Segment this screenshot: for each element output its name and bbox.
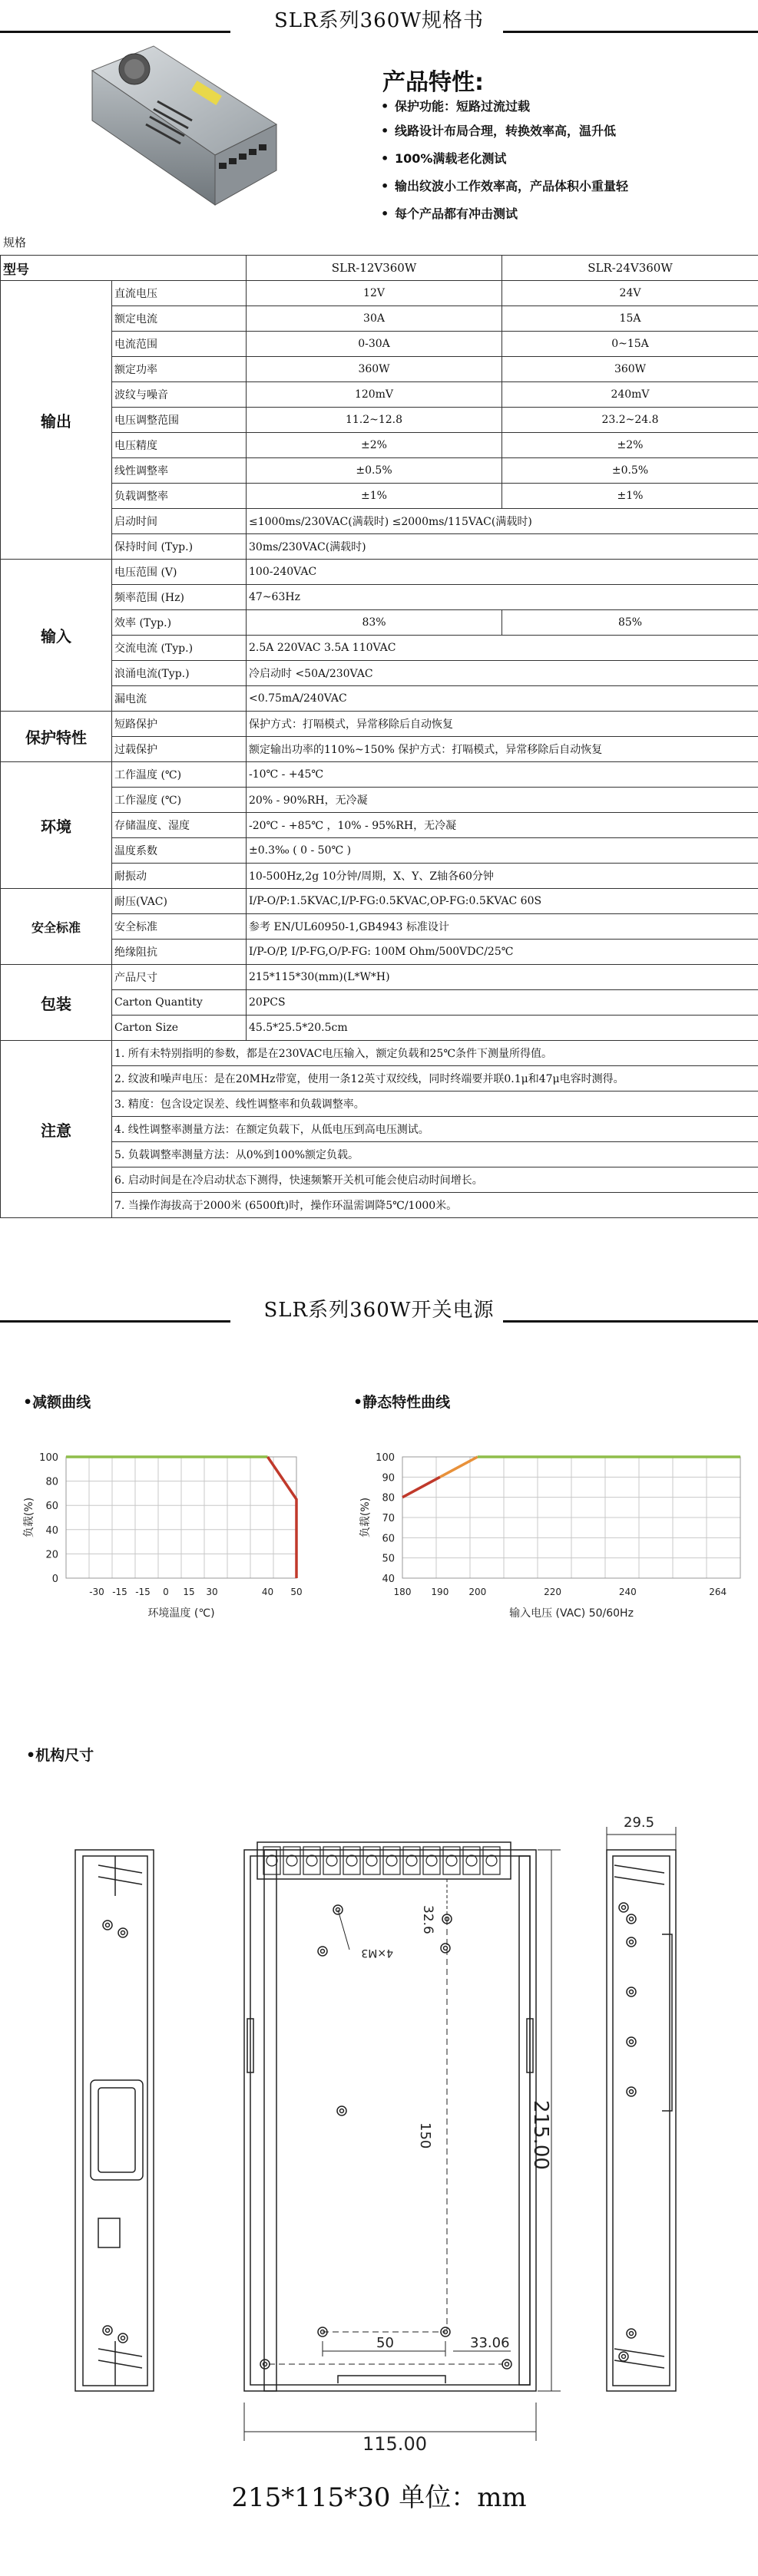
param-name: 耐振动 xyxy=(112,864,247,889)
model-2: SLR-24V360W xyxy=(502,256,758,281)
table-row xyxy=(1,1167,758,1193)
value-span: 额定输出功率的110%~150% 保护方式：打嗝模式，异常移除后自动恢复 xyxy=(247,737,758,762)
y-tick-label: 70 xyxy=(382,1513,395,1524)
note-item: 6. 启动时间是在冷启动状态下测得，快速频繁开关机可能会使启动时间增长。 xyxy=(112,1167,758,1193)
x-tick-label: -15 xyxy=(135,1587,151,1597)
spec-label: 规格 xyxy=(3,236,27,249)
table-row xyxy=(1,1117,758,1142)
table-row xyxy=(1,484,758,509)
x-tick-label: 200 xyxy=(468,1587,487,1597)
table-row xyxy=(1,1041,758,1066)
category-packaging: 包装 xyxy=(1,965,112,1041)
x-tick-label: 15 xyxy=(183,1587,195,1597)
table-row xyxy=(1,1193,758,1218)
value-span: 保护方式：打嗝模式，异常移除后自动恢复 xyxy=(247,712,758,737)
x-tick-label: 264 xyxy=(709,1587,727,1597)
feature-text: 100%满载老化测试 xyxy=(395,151,507,166)
derating-chart xyxy=(0,1435,346,1643)
param-name: 保持时间 (Typ.) xyxy=(112,534,247,560)
param-name: 电流范围 xyxy=(112,332,247,357)
dim-label: 115.00 xyxy=(362,2433,427,2455)
param-name: 工作湿度 (℃) xyxy=(112,788,247,813)
dim-label: 50 xyxy=(376,2335,394,2351)
value-2: 24V xyxy=(502,281,758,306)
y-axis-label: 负载(%) xyxy=(359,1497,372,1538)
value-1: ±1% xyxy=(247,484,502,509)
y-tick-label: 90 xyxy=(382,1472,395,1485)
y-tick-label: 40 xyxy=(45,1524,58,1537)
table-row xyxy=(1,408,758,433)
screw-label: 4×M3 xyxy=(361,1947,393,1959)
x-tick-label: -15 xyxy=(112,1587,127,1597)
param-name: 直流电压 xyxy=(112,281,247,306)
value-span: 冷启动时 <50A/230VAC xyxy=(247,661,758,686)
product-photo xyxy=(77,40,284,216)
param-name: 浪涌电流(Typ.) xyxy=(112,661,247,686)
param-name: 电压调整范围 xyxy=(112,408,247,433)
features-title: 产品特性: xyxy=(382,69,484,96)
y-axis-label: 负载(%) xyxy=(23,1497,35,1538)
product-title: SLR系列360W开关电源 xyxy=(263,1299,495,1322)
y-tick-label: 80 xyxy=(45,1476,58,1488)
note-item: 5. 负载调整率测量方法：从0%到100%额定负载。 xyxy=(112,1142,758,1167)
value-span: ±0.3‰ ( 0 - 50℃ ) xyxy=(247,838,758,864)
value-2: 23.2~24.8 xyxy=(502,408,758,433)
param-name: 效率 (Typ.) xyxy=(112,610,247,636)
note-item: 3. 精度：包含设定误差、线性调整率和负载调整率。 xyxy=(112,1091,758,1117)
mechanical-drawing xyxy=(0,1788,758,2464)
model-1: SLR-12V360W xyxy=(247,256,502,281)
table-row xyxy=(1,889,758,914)
param-name: 温度系数 xyxy=(112,838,247,864)
value-2: 240mV xyxy=(502,382,758,408)
param-name: 短路保护 xyxy=(112,712,247,737)
category-protection: 保护特性 xyxy=(1,712,112,762)
table-row xyxy=(1,458,758,484)
value-2: ±0.5% xyxy=(502,458,758,484)
param-name: 交流电流 (Typ.) xyxy=(112,636,247,661)
x-tick-label: 40 xyxy=(261,1587,274,1597)
table-row xyxy=(1,788,758,813)
table-row xyxy=(1,838,758,864)
feature-text: 输出纹波小工作效率高，产品体积小重量轻 xyxy=(395,179,629,193)
feature-text: 保护功能：短路过流过载 xyxy=(395,99,531,114)
category-output: 输出 xyxy=(1,281,112,560)
param-name: 频率范围 (Hz) xyxy=(112,585,247,610)
header-rule-right xyxy=(503,31,758,33)
dim-label: 215.00 xyxy=(529,2100,552,2170)
feature-item: • 输出纹波小工作效率高，产品体积小重量轻 xyxy=(381,179,629,193)
y-tick-label: 60 xyxy=(382,1533,395,1545)
feature-text: 线路设计布局合理，转换效率高，温升低 xyxy=(395,124,617,138)
feature-item: • 每个产品都有冲击测试 xyxy=(381,206,518,221)
value-1: ±2% xyxy=(247,433,502,458)
feature-item: • 保护功能：短路过流过载 xyxy=(381,99,531,114)
x-tick-label: 0 xyxy=(163,1587,169,1597)
param-name: 波纹与噪音 xyxy=(112,382,247,408)
x-tick-label: 220 xyxy=(544,1587,562,1597)
table-row xyxy=(1,762,758,788)
table-row xyxy=(1,636,758,661)
value-1: ±0.5% xyxy=(247,458,502,484)
y-tick-label: 100 xyxy=(39,1452,58,1464)
value-span: 10-500Hz,2g 10分钟/周期，X、Y、Z轴各60分钟 xyxy=(247,864,758,889)
table-row xyxy=(1,560,758,585)
value-2: ±2% xyxy=(502,433,758,458)
value-1: 120mV xyxy=(247,382,502,408)
x-tick-label: 190 xyxy=(431,1587,449,1597)
value-span: -10℃ - +45℃ xyxy=(247,762,758,788)
category-input: 输入 xyxy=(1,560,112,712)
value-2: 15A xyxy=(502,306,758,332)
x-axis-label: 环境温度 (℃) xyxy=(147,1607,215,1620)
table-row xyxy=(1,1142,758,1167)
param-name: 工作温度 (℃) xyxy=(112,762,247,788)
y-tick-label: 100 xyxy=(376,1452,395,1464)
table-row xyxy=(1,534,758,560)
table-row xyxy=(1,433,758,458)
table-row xyxy=(1,712,758,737)
static-title: •静态特性曲线 xyxy=(353,1394,451,1411)
top-view xyxy=(244,1842,536,2391)
y-tick-label: 40 xyxy=(382,1574,395,1585)
table-row xyxy=(1,914,758,940)
value-span: 100-240VAC xyxy=(247,560,758,585)
param-name: 启动时间 xyxy=(112,509,247,534)
y-tick-label: 50 xyxy=(382,1553,395,1565)
table-row xyxy=(1,332,758,357)
value-span: ≤1000ms/230VAC(满载时) ≤2000ms/115VAC(满载时) xyxy=(247,509,758,534)
value-2: 0~15A xyxy=(502,332,758,357)
x-tick-label: 180 xyxy=(393,1587,412,1597)
feature-text: 每个产品都有冲击测试 xyxy=(395,206,518,221)
x-tick-label: -30 xyxy=(89,1587,104,1597)
header-spec xyxy=(0,0,758,34)
category-safety: 安全标准 xyxy=(1,889,112,965)
feature-item: • 线路设计布局合理，转换效率高，温升低 xyxy=(381,124,617,138)
dimension-lines xyxy=(244,1827,676,2441)
value-1: 12V xyxy=(247,281,502,306)
x-tick-label: 240 xyxy=(618,1587,637,1597)
dim-label: 33.06 xyxy=(470,2335,510,2351)
param-name: 负载调整率 xyxy=(112,484,247,509)
param-name: 额定电流 xyxy=(112,306,247,332)
note-item: 1. 所有未特别指明的参数，都是在230VAC电压输入，额定负载和25℃条件下测量所得值。 xyxy=(112,1041,758,1066)
dim-label: 29.5 xyxy=(624,1815,655,1831)
mech-title: •机构尺寸 xyxy=(26,1747,94,1764)
value-2: 85% xyxy=(502,610,758,636)
y-tick-label: 0 xyxy=(51,1574,58,1585)
param-name: 安全标准 xyxy=(112,914,247,940)
category-environment: 环境 xyxy=(1,762,112,889)
dim-label: 150 xyxy=(417,2122,433,2149)
header-product xyxy=(0,1290,758,1323)
series-line xyxy=(268,1457,297,1578)
y-tick-label: 20 xyxy=(45,1549,58,1561)
table-row xyxy=(1,1066,758,1091)
param-name: 耐压(VAC) xyxy=(112,889,247,914)
table-row xyxy=(1,940,758,965)
y-tick-label: 60 xyxy=(45,1501,58,1513)
value-1: 83% xyxy=(247,610,502,636)
table-row xyxy=(1,585,758,610)
note-item: 4. 线性调整率测量方法：在额定负载下，从低电压到高电压测试。 xyxy=(112,1117,758,1142)
table-row xyxy=(1,610,758,636)
table-row xyxy=(1,813,758,838)
x-tick-label: 30 xyxy=(206,1587,218,1597)
value-span: -20℃ - +85℃ ，10% - 95%RH，无冷凝 xyxy=(247,813,758,838)
param-name: 电压范围 (V) xyxy=(112,560,247,585)
spec-title: SLR系列360W规格书 xyxy=(273,9,484,32)
value-2: 360W xyxy=(502,357,758,382)
table-row xyxy=(1,306,758,332)
value-span: 2.5A 220VAC 3.5A 110VAC xyxy=(247,636,758,661)
value-1: 30A xyxy=(247,306,502,332)
table-row xyxy=(1,737,758,762)
value-span: 47~63Hz xyxy=(247,585,758,610)
param-name: 产品尺寸 xyxy=(112,965,247,990)
param-name: 绝缘阻抗 xyxy=(112,940,247,965)
value-1: 0-30A xyxy=(247,332,502,357)
value-2: ±1% xyxy=(502,484,758,509)
y-tick-label: 80 xyxy=(382,1492,395,1504)
param-name: 额定功率 xyxy=(112,357,247,382)
value-span: I/P-O/P:1.5KVAC,I/P-FG:0.5KVAC,OP-FG:0.5KVAC 60S xyxy=(247,889,758,914)
value-1: 360W xyxy=(247,357,502,382)
table-row xyxy=(1,1091,758,1117)
note-item: 7. 当操作海拔高于2000米 (6500ft)时，操作环温需调降5℃/1000米。 xyxy=(112,1193,758,1218)
header-rule-left xyxy=(0,31,230,33)
value-span: 20% - 90%RH，无冷凝 xyxy=(247,788,758,813)
param-name: 漏电流 xyxy=(112,686,247,712)
table-row xyxy=(1,281,758,306)
param-name: 存储温度、湿度 xyxy=(112,813,247,838)
value-span: I/P-O/P, I/P-FG,O/P-FG: 100M Ohm/500VDC/25℃ xyxy=(247,940,758,965)
model-label: 型号 xyxy=(1,256,247,281)
param-name: 电压精度 xyxy=(112,433,247,458)
table-row xyxy=(1,661,758,686)
x-axis-label: 输入电压 (VAC) 50/60Hz xyxy=(509,1607,634,1620)
value-span: <0.75mA/240VAC xyxy=(247,686,758,712)
table-row xyxy=(1,864,758,889)
value-span: 215*115*30(mm)(L*W*H) xyxy=(247,965,758,990)
dimension-labels xyxy=(361,1815,654,2455)
category-notes: 注意 xyxy=(1,1041,112,1218)
table-row xyxy=(1,256,758,281)
table-row xyxy=(1,686,758,712)
left-side-view xyxy=(75,1850,154,2391)
x-tick-label: 50 xyxy=(290,1587,303,1597)
right-side-view xyxy=(607,1850,676,2391)
spec-table xyxy=(0,255,758,1218)
derating-title: •减额曲线 xyxy=(23,1394,91,1411)
series-line xyxy=(402,1477,440,1497)
value-span: 45.5*25.5*20.5cm xyxy=(247,1016,758,1041)
note-item: 2. 纹波和噪声电压：是在20MHz带宽，使用一条12英寸双绞线，同时终端要并联0.1μ和47μ电容时测得。 xyxy=(112,1066,758,1091)
value-span: 20PCS xyxy=(247,990,758,1016)
param-name: 线性调整率 xyxy=(112,458,247,484)
series-line xyxy=(440,1457,478,1477)
static-chart xyxy=(338,1435,756,1643)
value-1: 11.2~12.8 xyxy=(247,408,502,433)
value-span: 参考 EN/UL60950-1,GB4943 标准设计 xyxy=(247,914,758,940)
table-row xyxy=(1,1016,758,1041)
table-row xyxy=(1,990,758,1016)
param-name: Carton Size xyxy=(112,1016,247,1041)
table-row xyxy=(1,509,758,534)
table-row xyxy=(1,382,758,408)
param-name: Carton Quantity xyxy=(112,990,247,1016)
feature-item: • 100%满载老化测试 xyxy=(381,151,507,166)
dimension-note: 215*115*30 单位：mm xyxy=(231,2482,527,2513)
header-rule-right xyxy=(503,1320,758,1323)
table-row xyxy=(1,965,758,990)
header-rule-left xyxy=(0,1320,230,1323)
value-span: 30ms/230VAC(满载时) xyxy=(247,534,758,560)
param-name: 过载保护 xyxy=(112,737,247,762)
table-row xyxy=(1,357,758,382)
dim-label: 32.6 xyxy=(420,1905,435,1934)
